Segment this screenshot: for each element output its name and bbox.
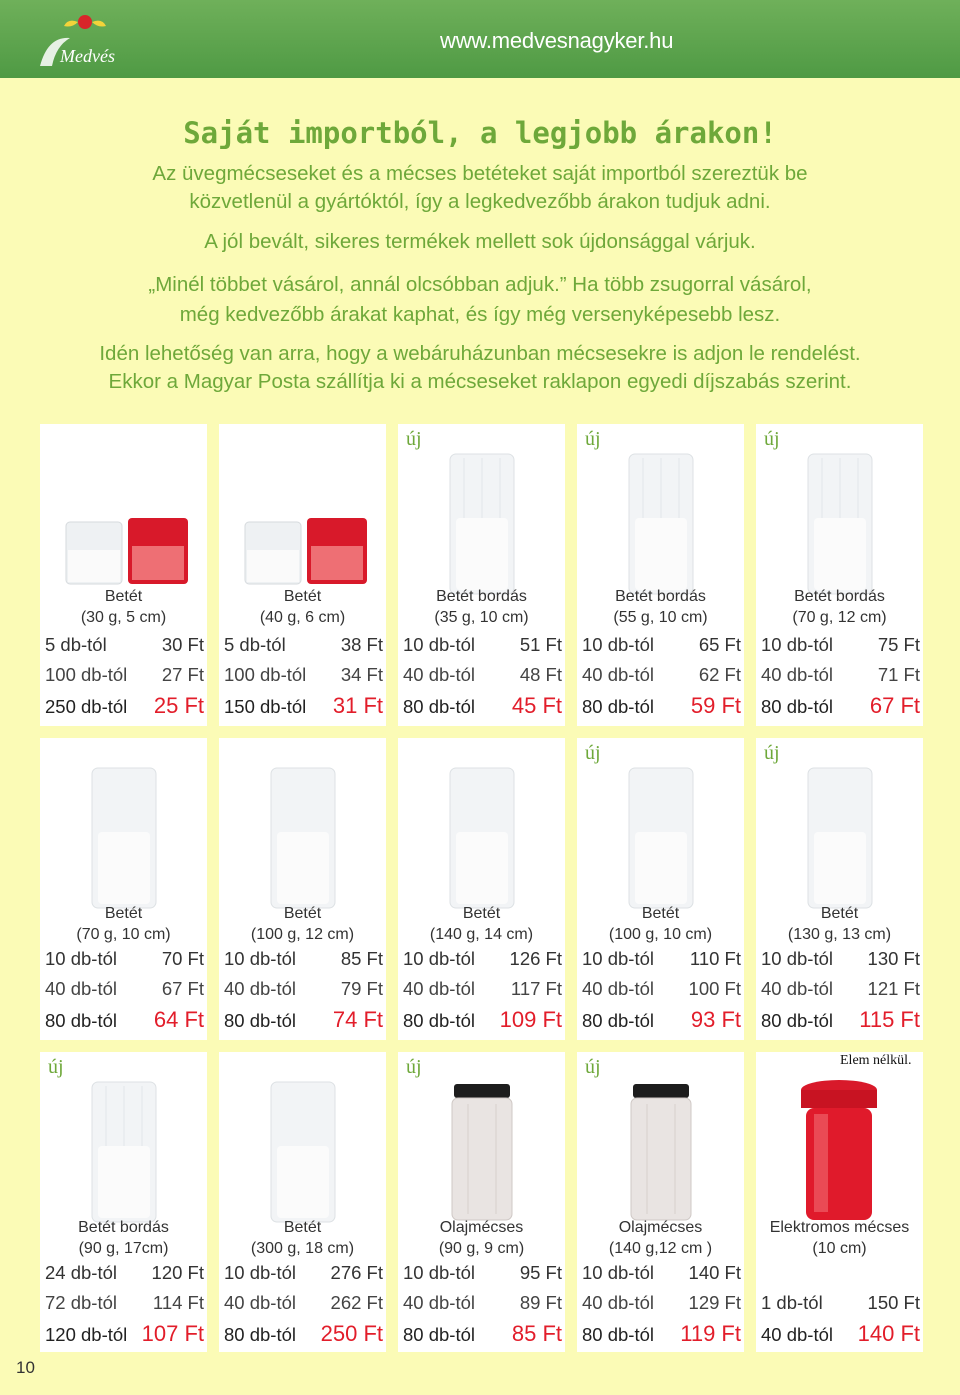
tier-price: 85 Ft bbox=[511, 1321, 562, 1346]
tier-quantity: 80 db-tól bbox=[761, 696, 833, 717]
tier-quantity: 40 db-tól bbox=[403, 1292, 475, 1313]
tier-price: 30 Ft bbox=[161, 634, 204, 655]
product-name: Betét bordás bbox=[436, 588, 527, 605]
product-image bbox=[621, 448, 701, 603]
tier-price: 140 Ft bbox=[857, 1321, 920, 1346]
tier-price: 27 Ft bbox=[161, 664, 204, 685]
product-image bbox=[442, 762, 522, 917]
product-card bbox=[398, 424, 565, 726]
new-tag: új bbox=[48, 1056, 64, 1078]
product-image bbox=[442, 1076, 522, 1231]
intro-line: Ekkor a Magyar Posta szállítja ki a mécseseket raklapon egyedi díjszabás szerint. bbox=[108, 370, 852, 393]
tier-quantity: 40 db-tól bbox=[403, 978, 475, 999]
tier-quantity: 80 db-tól bbox=[582, 1010, 654, 1031]
tier-quantity: 80 db-tól bbox=[582, 1324, 654, 1345]
logo-text: Medvés bbox=[60, 46, 115, 66]
product-size: (10 cm) bbox=[812, 1240, 867, 1257]
product-image bbox=[800, 762, 880, 917]
new-tag: új bbox=[585, 742, 601, 764]
product-card bbox=[219, 1052, 386, 1352]
medves-logo bbox=[30, 8, 140, 74]
product-image bbox=[800, 448, 880, 603]
product-image bbox=[263, 762, 343, 917]
product-image bbox=[263, 1076, 343, 1231]
product-size: (100 g, 12 cm) bbox=[250, 926, 355, 943]
tier-quantity: 40 db-tól bbox=[582, 978, 654, 999]
tier-price: 110 Ft bbox=[689, 948, 741, 969]
product-card bbox=[219, 424, 386, 726]
tier-quantity: 40 db-tól bbox=[582, 1292, 654, 1313]
tier-quantity: 100 db-tól bbox=[224, 664, 307, 685]
tier-price: 25 Ft bbox=[153, 693, 204, 718]
page-number: 10 bbox=[16, 1358, 35, 1377]
tier-quantity: 120 db-tól bbox=[45, 1324, 128, 1345]
tier-price: 114 Ft bbox=[152, 1292, 204, 1313]
product-size: (100 g, 10 cm) bbox=[608, 926, 713, 943]
product-size: (30 g, 5 cm) bbox=[80, 609, 167, 626]
tier-price: 121 Ft bbox=[867, 978, 920, 999]
tier-price: 64 Ft bbox=[153, 1007, 204, 1032]
page-headline: Saját importból, a legjobb árakon! bbox=[183, 116, 777, 150]
product-image bbox=[84, 1076, 164, 1231]
tier-quantity: 10 db-tól bbox=[761, 948, 833, 969]
tier-quantity: 5 db-tól bbox=[224, 634, 286, 655]
tier-price: 117 Ft bbox=[510, 978, 562, 999]
tier-price: 31 Ft bbox=[332, 693, 383, 718]
tier-price: 74 Ft bbox=[332, 1007, 383, 1032]
product-size: (40 g, 6 cm) bbox=[259, 609, 346, 626]
product-card bbox=[577, 424, 744, 726]
tier-price: 67 Ft bbox=[161, 978, 204, 999]
product-card bbox=[756, 1052, 923, 1352]
product-name: Elektromos mécses bbox=[769, 1219, 910, 1236]
tier-quantity: 40 db-tól bbox=[582, 664, 654, 685]
tier-price: 71 Ft bbox=[877, 664, 920, 685]
tier-price: 100 Ft bbox=[688, 978, 741, 999]
tier-price: 107 Ft bbox=[141, 1321, 204, 1346]
product-size: (70 g, 12 cm) bbox=[792, 609, 887, 626]
tier-price: 79 Ft bbox=[340, 978, 383, 999]
tier-quantity: 10 db-tól bbox=[403, 948, 475, 969]
tier-quantity: 10 db-tól bbox=[582, 1262, 654, 1283]
new-tag: új bbox=[406, 428, 422, 450]
tier-price: 126 Ft bbox=[509, 948, 562, 969]
product-name: Betét bbox=[283, 1219, 322, 1236]
tier-price: 120 Ft bbox=[151, 1262, 204, 1283]
product-card bbox=[756, 424, 923, 726]
tier-price: 119 Ft bbox=[680, 1321, 741, 1346]
new-tag: új bbox=[764, 428, 780, 450]
intro-line: közvetlenül a gyártóktól, így a legkedvezőbb árakon tudjuk adni. bbox=[189, 190, 771, 213]
tier-price: 95 Ft bbox=[519, 1262, 562, 1283]
tier-price: 129 Ft bbox=[688, 1292, 741, 1313]
tier-quantity: 40 db-tól bbox=[224, 978, 296, 999]
no-battery-note: Elem nélkül. bbox=[840, 1053, 912, 1068]
tier-price: 93 Ft bbox=[690, 1007, 741, 1032]
product-card bbox=[219, 738, 386, 1040]
product-name: Betét bbox=[104, 905, 143, 922]
tier-price: 89 Ft bbox=[519, 1292, 562, 1313]
tier-price: 62 Ft bbox=[698, 664, 741, 685]
product-image bbox=[48, 510, 198, 595]
tier-quantity: 40 db-tól bbox=[45, 978, 117, 999]
tier-quantity: 5 db-tól bbox=[45, 634, 107, 655]
tier-quantity: 10 db-tól bbox=[45, 948, 117, 969]
product-name: Betét bbox=[283, 588, 322, 605]
new-tag: új bbox=[585, 428, 601, 450]
product-name: Betét bbox=[104, 588, 143, 605]
product-image bbox=[442, 448, 522, 603]
tier-price: 51 Ft bbox=[519, 634, 562, 655]
product-card bbox=[398, 738, 565, 1040]
product-card bbox=[577, 738, 744, 1040]
intro-line: Az üvegmécseseket és a mécses betéteket saját importból szereztük be bbox=[152, 162, 808, 185]
tier-quantity: 80 db-tól bbox=[403, 696, 475, 717]
tier-price: 115 Ft bbox=[859, 1007, 920, 1032]
new-tag: új bbox=[406, 1056, 422, 1078]
website-url[interactable]: www.medvesnagyker.hu bbox=[440, 28, 674, 53]
tier-quantity: 40 db-tól bbox=[761, 664, 833, 685]
product-size: (140 g,12 cm ) bbox=[608, 1240, 713, 1257]
header-bar bbox=[0, 0, 960, 78]
tier-quantity: 100 db-tól bbox=[45, 664, 128, 685]
tier-price: 59 Ft bbox=[690, 693, 741, 718]
product-name: Betét bordás bbox=[794, 588, 885, 605]
product-card bbox=[40, 1052, 207, 1352]
tier-quantity: 150 db-tól bbox=[224, 696, 307, 717]
tier-quantity: 10 db-tól bbox=[224, 1262, 296, 1283]
product-size: (140 g, 14 cm) bbox=[429, 926, 534, 943]
tier-quantity: 40 db-tól bbox=[403, 664, 475, 685]
intro-line: A jól bevált, sikeres termékek mellett sok újdonsággal várjuk. bbox=[204, 230, 756, 253]
tier-quantity: 24 db-tól bbox=[45, 1262, 117, 1283]
tier-quantity: 10 db-tól bbox=[761, 634, 833, 655]
tier-quantity: 80 db-tól bbox=[224, 1010, 296, 1031]
tier-quantity: 80 db-tól bbox=[582, 696, 654, 717]
intro-line: „Minél többet vásárol, annál olcsóbban adjuk.” Ha több zsugorral vásárol, bbox=[148, 273, 812, 296]
product-card bbox=[756, 738, 923, 1040]
tier-quantity: 10 db-tól bbox=[582, 948, 654, 969]
product-size: (55 g, 10 cm) bbox=[613, 609, 708, 626]
new-tag: új bbox=[585, 1056, 601, 1078]
tier-quantity: 10 db-tól bbox=[582, 634, 654, 655]
tier-price: 48 Ft bbox=[519, 664, 562, 685]
tier-quantity: 72 db-tól bbox=[45, 1292, 117, 1313]
tier-price: 276 Ft bbox=[330, 1262, 383, 1283]
tier-quantity: 10 db-tól bbox=[403, 634, 475, 655]
tier-price: 109 Ft bbox=[499, 1007, 562, 1032]
tier-quantity: 250 db-tól bbox=[45, 696, 128, 717]
product-name: Betét bordás bbox=[78, 1219, 169, 1236]
tier-price: 130 Ft bbox=[867, 948, 920, 969]
product-image bbox=[84, 762, 164, 917]
product-size: (35 g, 10 cm) bbox=[434, 609, 529, 626]
tier-price: 34 Ft bbox=[340, 664, 383, 685]
intro-line: még kedvezőbb árakat kaphat, és így még versenyképesebb lesz. bbox=[179, 303, 781, 326]
tier-quantity: 40 db-tól bbox=[761, 1324, 833, 1345]
tier-quantity: 80 db-tól bbox=[403, 1324, 475, 1345]
tier-price: 70 Ft bbox=[161, 948, 204, 969]
product-size: (130 g, 13 cm) bbox=[787, 926, 892, 943]
tier-quantity: 1 db-tól bbox=[761, 1292, 823, 1313]
product-name: Betét bbox=[462, 905, 501, 922]
product-card bbox=[40, 424, 207, 726]
tier-price: 45 Ft bbox=[511, 693, 562, 718]
product-name: Betét bordás bbox=[615, 588, 706, 605]
tier-price: 262 Ft bbox=[330, 1292, 383, 1313]
tier-price: 85 Ft bbox=[340, 948, 383, 969]
product-image bbox=[227, 510, 377, 595]
product-size: (300 g, 18 cm) bbox=[250, 1240, 355, 1257]
product-name: Olajmécses bbox=[618, 1219, 703, 1236]
product-card bbox=[40, 738, 207, 1040]
product-image bbox=[621, 1076, 701, 1231]
tier-quantity: 80 db-tól bbox=[403, 1010, 475, 1031]
product-card bbox=[577, 1052, 744, 1352]
tier-quantity: 80 db-tól bbox=[224, 1324, 296, 1345]
tier-quantity: 80 db-tól bbox=[761, 1010, 833, 1031]
tier-price: 75 Ft bbox=[877, 634, 920, 655]
tier-price: 150 Ft bbox=[867, 1292, 920, 1313]
tier-quantity: 80 db-tól bbox=[45, 1010, 117, 1031]
tier-quantity: 40 db-tól bbox=[761, 978, 833, 999]
intro-line: Idén lehetőség van arra, hogy a webáruházunban mécsesekre is adjon le rendelést. bbox=[99, 342, 861, 365]
tier-price: 250 Ft bbox=[320, 1321, 383, 1346]
tier-quantity: 10 db-tól bbox=[403, 1262, 475, 1283]
tier-quantity: 40 db-tól bbox=[224, 1292, 296, 1313]
product-image bbox=[621, 762, 701, 917]
product-size: (90 g, 9 cm) bbox=[438, 1240, 525, 1257]
product-name: Betét bbox=[820, 905, 859, 922]
product-card bbox=[398, 1052, 565, 1352]
tier-price: 65 Ft bbox=[698, 634, 741, 655]
tier-quantity: 10 db-tól bbox=[224, 948, 296, 969]
new-tag: új bbox=[764, 742, 780, 764]
product-name: Betét bbox=[283, 905, 322, 922]
product-image bbox=[784, 1076, 894, 1231]
product-size: (70 g, 10 cm) bbox=[76, 926, 171, 943]
tier-price: 67 Ft bbox=[869, 693, 920, 718]
tier-price: 140 Ft bbox=[688, 1262, 741, 1283]
product-name: Betét bbox=[641, 905, 680, 922]
product-name: Olajmécses bbox=[439, 1219, 524, 1236]
tier-price: 38 Ft bbox=[340, 634, 383, 655]
product-size: (90 g, 17cm) bbox=[78, 1240, 169, 1257]
